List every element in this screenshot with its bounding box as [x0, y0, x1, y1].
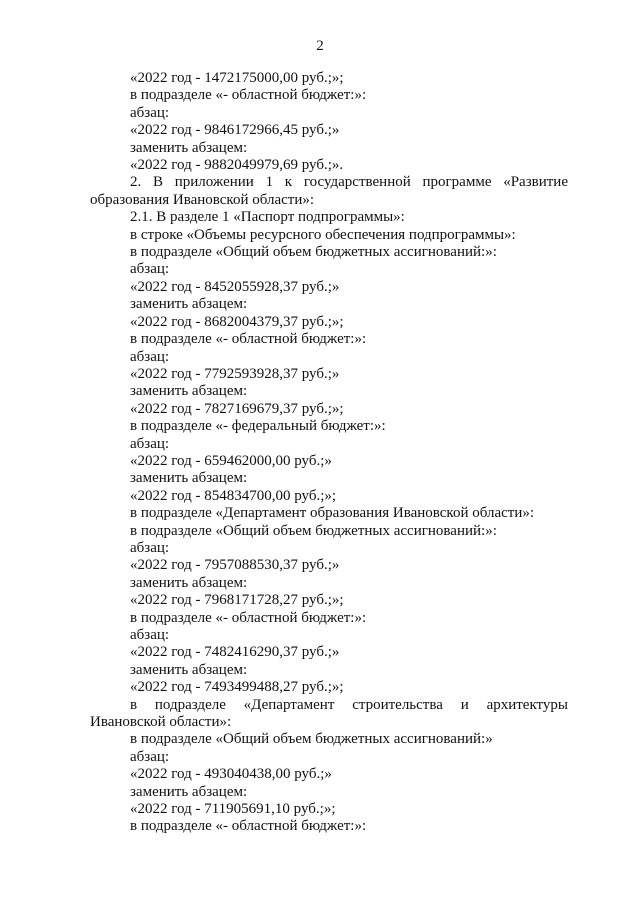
text-line: «2022 год - 493040438,00 руб.;» [130, 766, 332, 783]
text-line: в подразделе «- областной бюджет:»: [130, 331, 367, 348]
text-line: «2022 год - 659462000,00 руб.;» [130, 452, 332, 469]
text-line: 2. В приложении 1 к государственной программе «Развитие [130, 174, 568, 191]
text-line: в строке «Объемы ресурсного обеспечения подпрограммы»: [130, 226, 516, 243]
text-line: в подразделе «- областной бюджет:»: [130, 609, 367, 626]
text-line: заменить абзацем: [130, 574, 248, 591]
text-line: заменить абзацем: [130, 783, 248, 800]
text-line: абзац: [130, 748, 170, 765]
text-line: в подразделе «Общий объем бюджетных ассигнований:» [130, 731, 493, 748]
text-line: абзац: [130, 435, 170, 452]
text-line: «2022 год - 1472175000,00 руб.;»; [130, 70, 344, 86]
text-line: заменить абзацем: [130, 470, 248, 487]
text-line: «2022 год - 7968171728,27 руб.;»; [130, 592, 344, 609]
text-line: Ивановской области»: [90, 714, 232, 731]
text-line: в подразделе «Департамент строительства и архитектуры [130, 696, 568, 713]
text-line: «2022 год - 7493499488,27 руб.;»; [130, 679, 344, 696]
text-line: заменить абзацем: [130, 139, 248, 156]
text-line: «2022 год - 9846172966,45 руб.;» [130, 122, 340, 139]
text-line: в подразделе «Общий объем бюджетных ассигнований:»: [130, 244, 497, 261]
text-line: в подразделе «Общий объем бюджетных ассигнований:»: [130, 522, 497, 539]
text-line: заменить абзацем: [130, 661, 248, 678]
text-line: абзац: [130, 104, 170, 121]
text-line: абзац: [130, 348, 170, 365]
text-line: «2022 год - 9882049979,69 руб.;». [130, 157, 344, 174]
text-line: абзац: [130, 627, 170, 643]
text-line: абзац: [130, 539, 170, 556]
text-line: абзац: [130, 261, 170, 278]
document-body [90, 70, 568, 836]
text-line: «2022 год - 7482416290,37 руб.;» [130, 644, 340, 661]
text-line: «2022 год - 8452055928,37 руб.;» [130, 278, 340, 295]
text-line: «2022 год - 7827169679,37 руб.;»; [130, 400, 344, 417]
text-line: в подразделе «- областной бюджет:»: [130, 818, 367, 835]
text-line: «2022 год - 711905691,10 руб.;»; [130, 801, 336, 818]
text-line: образования Ивановской области»: [90, 191, 315, 208]
text-line: «2022 год - 854834700,00 руб.;»; [130, 487, 337, 504]
text-line: «2022 год - 7792593928,37 руб.;» [130, 365, 340, 382]
text-line: в подразделе «Департамент образования Ивановской области»: [130, 505, 535, 522]
text-line: «2022 год - 7957088530,37 руб.;» [130, 557, 340, 574]
page-number: 2 [316, 38, 324, 54]
text-line: в подразделе «- федеральный бюджет:»: [130, 418, 386, 435]
text-line: «2022 год - 8682004379,37 руб.;»; [130, 313, 344, 330]
text-line: 2.1. В разделе 1 «Паспорт подпрограммы»: [130, 209, 405, 226]
text-line: заменить абзацем: [130, 383, 248, 400]
text-line: в подразделе «- областной бюджет:»: [130, 87, 367, 104]
text-line: заменить абзацем: [130, 296, 248, 313]
